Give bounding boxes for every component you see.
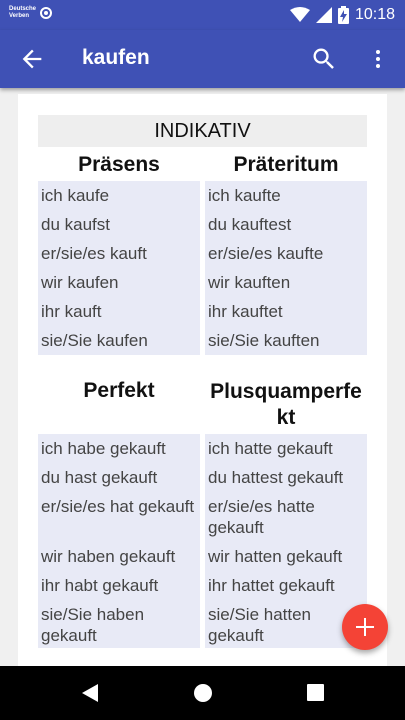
tense-title: Präsens (78, 153, 160, 176)
conjugation-form: ich kaufe (41, 186, 110, 205)
conjugation-form: du hast gekauft (41, 468, 158, 487)
conjugation-form: er/sie/es hatte gekauft (208, 497, 315, 537)
conjugation-form: ihr kauft (41, 302, 102, 321)
app-bar (0, 30, 405, 88)
more-vert-icon[interactable] (366, 45, 390, 73)
clock: 10:18 (354, 6, 395, 23)
conjugation-form: er/sie/es kauft (41, 244, 147, 263)
status-icons (290, 5, 395, 25)
wifi-icon (290, 7, 310, 23)
conjugation-form: sie/Sie hatten gekauft (208, 605, 312, 645)
conjugation-form: sie/Sie kauften (208, 331, 320, 350)
page-title: kaufen (82, 46, 150, 69)
tense-title: Plusquamperfekt (210, 380, 362, 429)
tense-title: Perfekt (83, 379, 155, 402)
app-notification-label: Deutsche Verben (9, 6, 37, 19)
conjugation-form: wir haben gekauft (41, 547, 176, 566)
conjugation-column (38, 181, 200, 355)
conjugation-form: er/sie/es kaufte (208, 244, 324, 263)
conjugation-column (205, 434, 367, 648)
conjugation-form: ihr kauftet (208, 302, 283, 321)
sync-icon (40, 7, 52, 19)
conjugation-form: sie/Sie kaufen (41, 331, 148, 350)
nav-back-icon[interactable] (81, 684, 99, 702)
battery-charging-icon (338, 6, 349, 24)
conjugation-form: ich kaufte (208, 186, 281, 205)
conjugation-form: du kauftest (208, 215, 292, 234)
back-arrow-icon[interactable] (18, 45, 46, 73)
section-title: INDIKATIV (38, 115, 367, 147)
conjugation-form: ich habe gekauft (41, 439, 166, 458)
conjugation-form: ihr hattet gekauft (208, 576, 335, 595)
nav-home-icon[interactable] (194, 684, 212, 702)
conjugation-column (205, 181, 367, 355)
conjugation-form: er/sie/es hat gekauft (41, 497, 195, 516)
conjugation-form: wir kaufen (41, 273, 119, 292)
app-notification-icon (9, 6, 35, 24)
conjugation-form: wir kauften (208, 273, 291, 292)
conjugation-form: du kaufst (41, 215, 110, 234)
signal-icon (316, 7, 332, 23)
conjugation-form: ich hatte gekauft (208, 439, 333, 458)
status-bar (0, 0, 405, 30)
conjugation-form: ihr habt gekauft (41, 576, 159, 595)
conjugation-form: du hattest gekauft (208, 468, 344, 487)
nav-recents-icon[interactable] (307, 684, 324, 701)
search-icon[interactable] (310, 45, 338, 73)
conjugation-form: wir hatten gekauft (208, 547, 343, 566)
tense-title: Präteritum (233, 153, 339, 176)
system-nav-bar (0, 666, 405, 720)
add-fab-button[interactable] (342, 604, 388, 650)
conjugation-column (38, 434, 200, 648)
conjugation-form: sie/Sie haben gekauft (41, 605, 145, 645)
